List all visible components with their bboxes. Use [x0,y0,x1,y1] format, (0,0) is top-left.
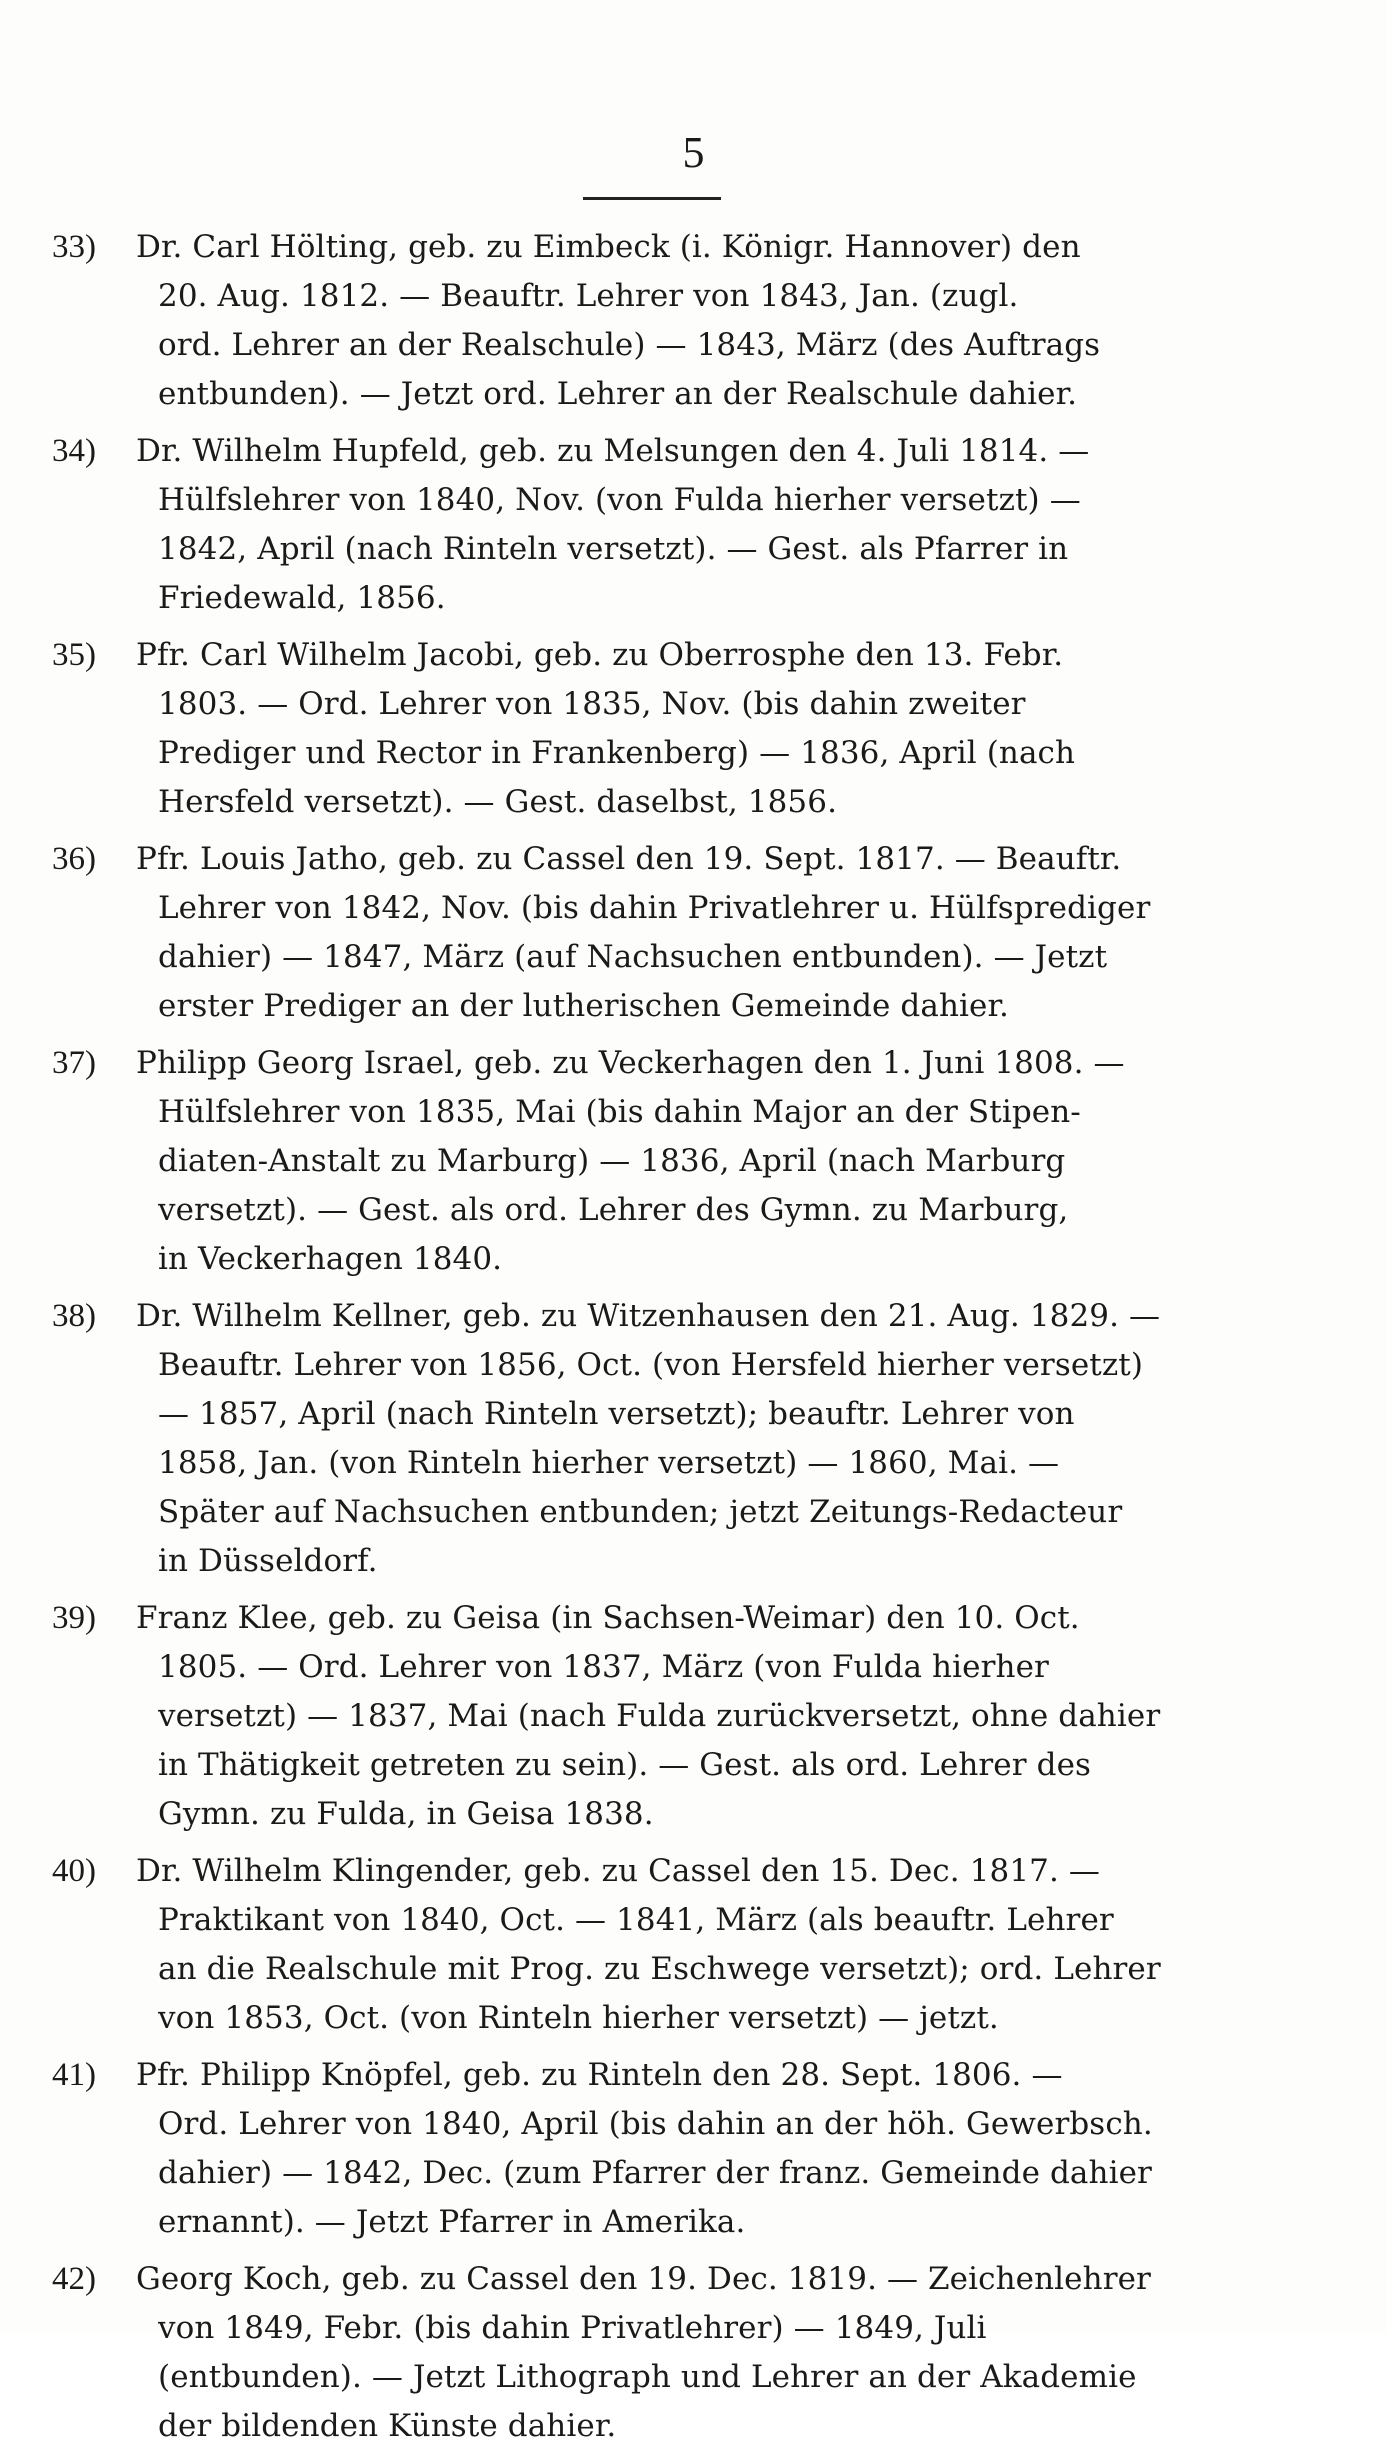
entry-line: Später auf Nachsuchen entbunden; jetzt Zeitungs-Redacteur [158,1494,1123,1530]
entry-line: Hülfslehrer von 1840, Nov. (von Fulda hierher versetzt) — [158,482,1081,518]
entry-number: 38) [52,1298,96,1334]
entry-number: 33) [52,229,96,265]
entry-gap [52,419,1232,427]
entry-line: Pfr. Louis Jatho, geb. zu Cassel den 19. Sept. 1817. — Beauftr. [136,841,1122,877]
entry-line: versetzt) — 1837, Mai (nach Fulda zurückversetzt, ohne dahier [158,1698,1161,1734]
entry-gap [52,2247,1232,2255]
entry-line: in Thätigkeit getreten zu sein). — Gest. als ord. Lehrer des [158,1747,1092,1783]
entry-line: in Düsseldorf. [158,1543,378,1579]
entry-line: Lehrer von 1842, Nov. (bis dahin Privatlehrer u. Hülfsprediger [158,890,1151,926]
entry [52,1594,1232,1839]
entry-line: Friedewald, 1856. [158,580,446,616]
entry-line: diaten-Anstalt zu Marburg) — 1836, April (nach Marburg [158,1143,1066,1179]
entry-line: ord. Lehrer an der Realschule) — 1843, März (des Auftrags [158,327,1101,363]
entry-line: 20. Aug. 1812. — Beauftr. Lehrer von 1843, Jan. (zugl. [158,278,1019,314]
entry-line: Dr. Wilhelm Kellner, geb. zu Witzenhausen den 21. Aug. 1829. — [136,1298,1161,1334]
entry-line: — 1857, April (nach Rinteln versetzt); beauftr. Lehrer von [158,1396,1075,1432]
entry-line: 1805. — Ord. Lehrer von 1837, März (von Fulda hierher [158,1649,1049,1685]
entry-number: 40) [52,1853,96,1889]
entry-line: Franz Klee, geb. zu Geisa (in Sachsen-Weimar) den 10. Oct. [136,1600,1080,1636]
entry-line: Beauftr. Lehrer von 1856, Oct. (von Hersfeld hierher versetzt) [158,1347,1144,1383]
entry-line: entbunden). — Jetzt ord. Lehrer an der Realschule dahier. [158,376,1078,412]
entry-number: 41) [52,2057,96,2093]
entry-line: ernannt). — Jetzt Pfarrer in Amerika. [158,2204,746,2240]
entry [52,1292,1232,1586]
entry-line: (entbunden). — Jetzt Lithograph und Lehrer an der Akademie [158,2359,1137,2395]
entry-number: 34) [52,433,96,469]
entry-line: der bildenden Künste dahier. [158,2408,617,2444]
entry-number: 35) [52,637,96,673]
header-rule [583,197,721,200]
entry-line: von 1853, Oct. (von Rinteln hierher versetzt) — jetzt. [158,2000,999,2036]
entry-line: Hülfslehrer von 1835, Mai (bis dahin Major an der Stipen- [158,1094,1081,1130]
entry-line: Gymn. zu Fulda, in Geisa 1838. [158,1796,654,1832]
entry-line: Hersfeld versetzt). — Gest. daselbst, 1856. [158,784,838,820]
entry-gap [52,1839,1232,1847]
entry-line: Ord. Lehrer von 1840, April (bis dahin an der höh. Gewerbsch. [158,2106,1153,2142]
entry-gap [52,1031,1232,1039]
entry-line: Dr. Wilhelm Klingender, geb. zu Cassel den 15. Dec. 1817. — [136,1853,1100,1889]
entry [52,631,1232,827]
entry-gap [52,1284,1232,1292]
entry [52,223,1232,419]
entry-line: von 1849, Febr. (bis dahin Privatlehrer) — 1849, Juli [158,2310,987,2346]
entry-gap [52,827,1232,835]
entry-gap [52,1586,1232,1594]
entry-line: in Veckerhagen 1840. [158,1241,503,1277]
entry-list [52,223,1232,2451]
entry-number: 37) [52,1045,96,1081]
entry [52,1039,1232,1284]
entry-line: Dr. Wilhelm Hupfeld, geb. zu Melsungen den 4. Juli 1814. — [136,433,1090,469]
entry-line: Praktikant von 1840, Oct. — 1841, März (als beauftr. Lehrer [158,1902,1114,1938]
entry [52,1847,1232,2043]
entry [52,2255,1232,2451]
entry-line: Georg Koch, geb. zu Cassel den 19. Dec. 1819. — Zeichenlehrer [136,2261,1151,2297]
entry [52,427,1232,623]
entry-line: Prediger und Rector in Frankenberg) — 1836, April (nach [158,735,1076,771]
page-number: 5 [682,128,705,177]
entry-line: versetzt). — Gest. als ord. Lehrer des Gymn. zu Marburg, [158,1192,1069,1228]
entry-line: Philipp Georg Israel, geb. zu Veckerhagen den 1. Juni 1808. — [136,1045,1125,1081]
entry-gap [52,2043,1232,2051]
entry-line: 1858, Jan. (von Rinteln hierher versetzt) — 1860, Mai. — [158,1445,1060,1481]
entry-number: 36) [52,841,96,877]
entry-gap [52,623,1232,631]
entry-number: 39) [52,1600,96,1636]
entry-line: Dr. Carl Hölting, geb. zu Eimbeck (i. Königr. Hannover) den [136,229,1081,265]
entry [52,2051,1232,2247]
entry-line: dahier) — 1842, Dec. (zum Pfarrer der franz. Gemeinde dahier [158,2155,1152,2191]
entry [52,835,1232,1031]
entry-line: Pfr. Carl Wilhelm Jacobi, geb. zu Oberrosphe den 13. Febr. [136,637,1064,673]
entry-line: 1803. — Ord. Lehrer von 1835, Nov. (bis dahin zweiter [158,686,1026,722]
entry-line: 1842, April (nach Rinteln versetzt). — Gest. als Pfarrer in [158,531,1069,567]
entry-line: Pfr. Philipp Knöpfel, geb. zu Rinteln den 28. Sept. 1806. — [136,2057,1063,2093]
entry-number: 42) [52,2261,96,2297]
entry-line: an die Realschule mit Prog. zu Eschwege versetzt); ord. Lehrer [158,1951,1161,1987]
entry-line: erster Prediger an der lutherischen Gemeinde dahier. [158,988,1009,1024]
entry-line: dahier) — 1847, März (auf Nachsuchen entbunden). — Jetzt [158,939,1108,975]
